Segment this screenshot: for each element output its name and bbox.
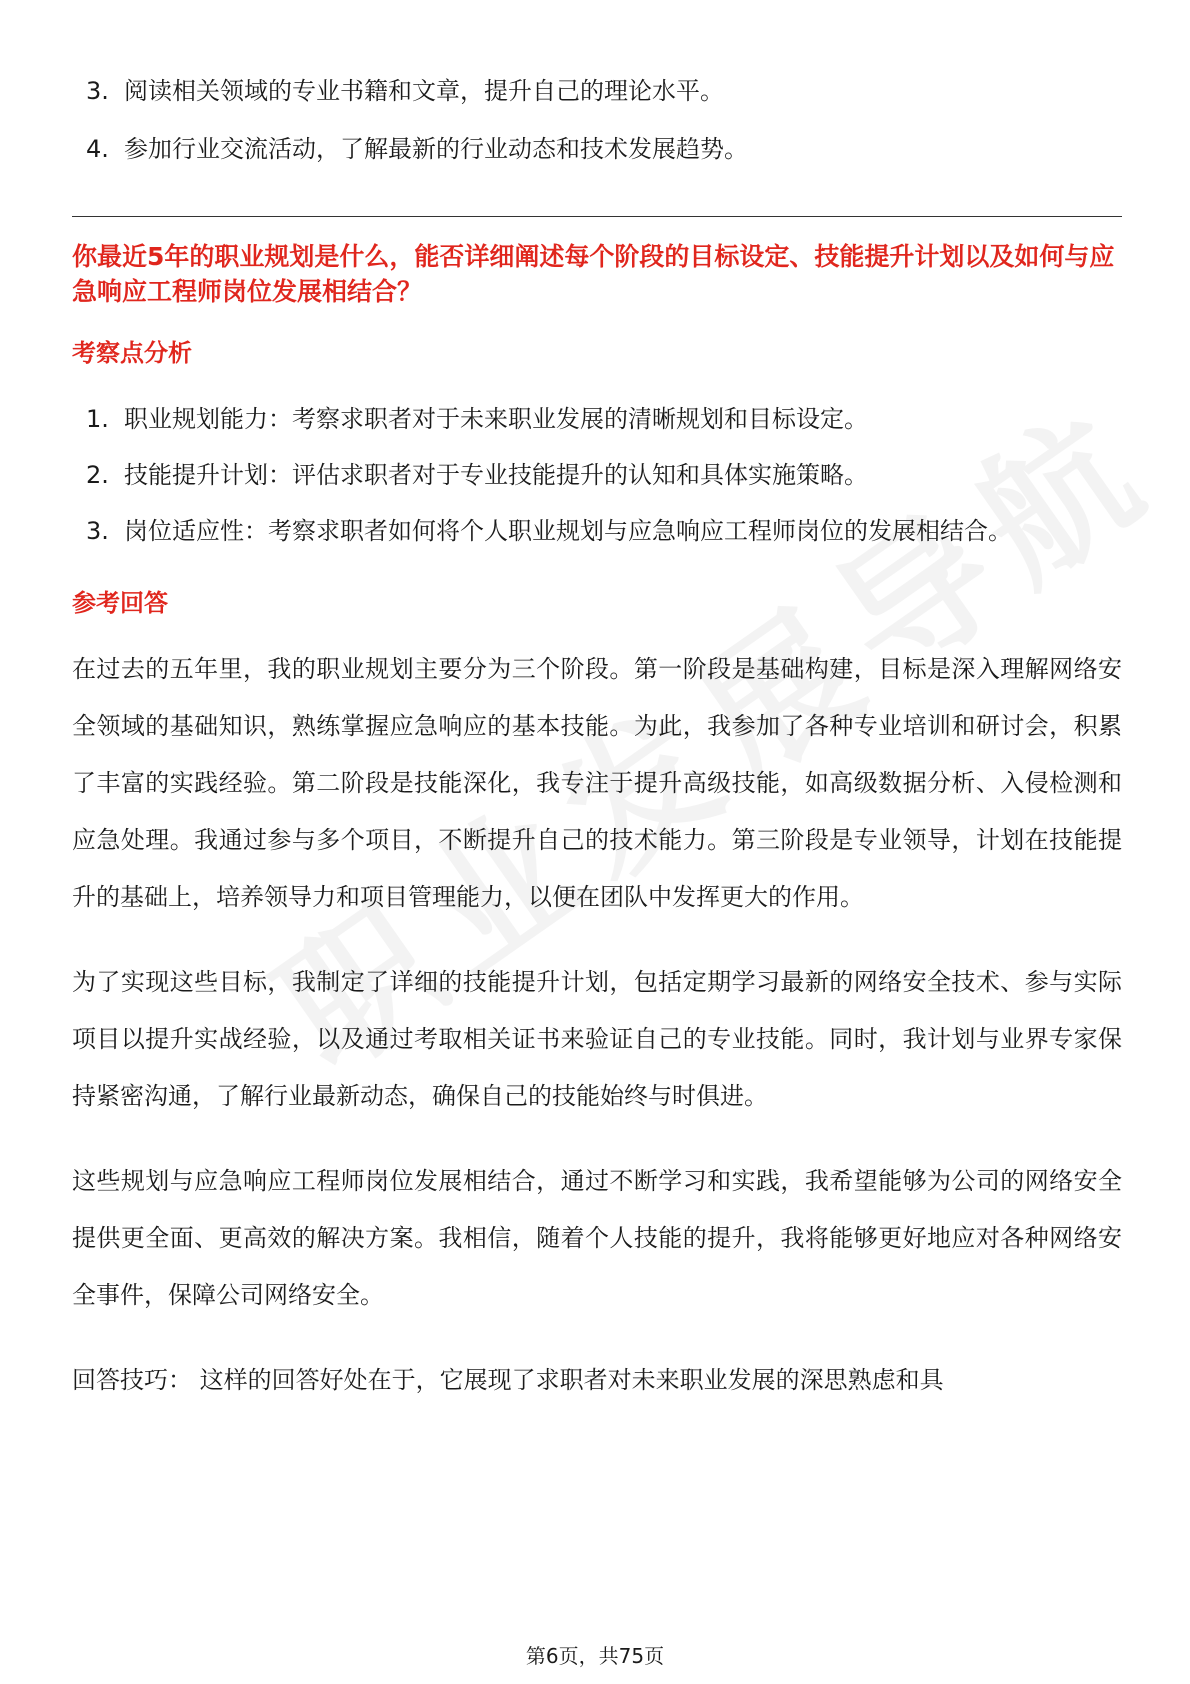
list-number: 2. (86, 461, 109, 489)
analysis-list (72, 391, 1122, 559)
list-number: 3. (86, 77, 109, 105)
list-item (72, 120, 1122, 178)
list-item (72, 447, 1122, 503)
list-number: 4. (86, 135, 109, 163)
list-item (72, 62, 1122, 120)
list-item (72, 391, 1122, 447)
section-divider (72, 216, 1122, 217)
answer-paragraph: 这些规划与应急响应工程师岗位发展相结合，通过不断学习和实践，我希望能够为公司的网络安全提供更全面、更高效的解决方案。我相信，随着个人技能的提升，我将能够更好地应对各种网络安全事件，保障公司网络安全。 (72, 1167, 1122, 1309)
page-number: 第6页，共75页 (525, 1644, 665, 1668)
continued-list (72, 62, 1122, 178)
list-number: 3. (86, 517, 109, 545)
document-page (72, 62, 1122, 1409)
interview-question: 你最近5年的职业规划是什么，能否详细阐述每个阶段的目标设定、技能提升计划以及如何与应急响应工程师岗位发展相结合？ (72, 242, 1115, 306)
list-text: 技能提升计划：评估求职者对于专业技能提升的认知和具体实施策略。 (124, 461, 868, 489)
list-text: 参加行业交流活动，了解最新的行业动态和技术发展趋势。 (124, 135, 748, 163)
answer-heading: 参考回答 (72, 589, 168, 617)
list-text: 岗位适应性：考察求职者如何将个人职业规划与应急响应工程师岗位的发展相结合。 (124, 517, 1012, 545)
answer-paragraph: 在过去的五年里，我的职业规划主要分为三个阶段。第一阶段是基础构建，目标是深入理解网络安全领域的基础知识，熟练掌握应急响应的基本技能。为此，我参加了各种专业培训和研讨会，积累了丰富的实践经验。第二阶段是技能深化，我专注于提升高级技能，如高级数据分析、入侵检测和应急处理。我通过参与多个项目，不断提升自己的技术能力。第三阶段是专业领导，计划在技能提升的基础上，培养领导力和项目管理能力，以便在团队中发挥更大的作用。 (72, 655, 1122, 911)
list-text: 阅读相关领域的专业书籍和文章，提升自己的理论水平。 (124, 77, 724, 105)
list-item (72, 503, 1122, 559)
answer-paragraph: 为了实现这些目标，我制定了详细的技能提升计划，包括定期学习最新的网络安全技术、参与实际项目以提升实战经验，以及通过考取相关证书来验证自己的专业技能。同时，我计划与业界专家保持紧密沟通，了解行业最新动态，确保自己的技能始终与时俱进。 (72, 968, 1122, 1110)
analysis-heading: 考察点分析 (72, 339, 192, 367)
list-text: 职业规划能力：考察求职者对于未来职业发展的清晰规划和目标设定。 (124, 405, 868, 433)
answer-tip: 回答技巧： 这样的回答好处在于，它展现了求职者对未来职业发展的深思熟虑和具 (72, 1366, 944, 1394)
list-number: 1. (86, 405, 109, 433)
